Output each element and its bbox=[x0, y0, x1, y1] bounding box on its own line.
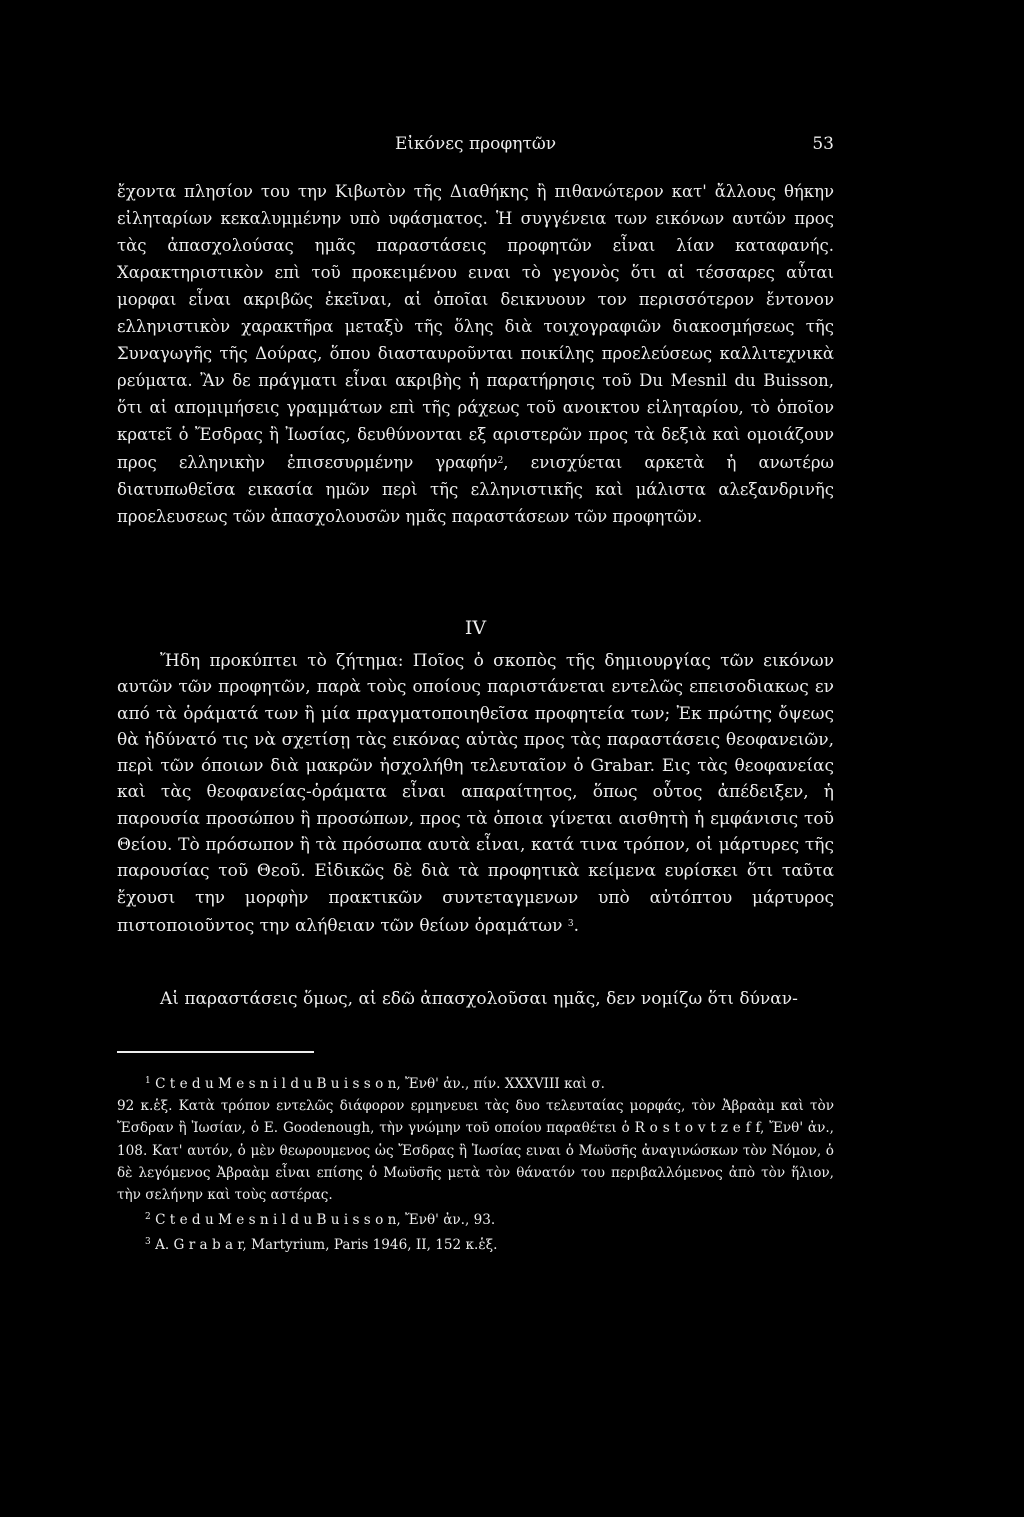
paragraph-3 bbox=[117, 986, 834, 1012]
footnote-1 bbox=[145, 1070, 834, 1095]
paragraph-2 bbox=[117, 648, 834, 939]
paragraph-1 bbox=[117, 178, 834, 530]
paragraph-3-text: Αἱ παραστάσεις ὅμως, αἱ εδῶ ἀπασχολοῦσαι ημᾶς, δεν νομίζω ὅτι δύναν- bbox=[160, 989, 798, 1009]
page-number: 53 bbox=[812, 134, 834, 154]
paragraph-2-end: . bbox=[573, 915, 580, 936]
footnote-2 bbox=[145, 1206, 834, 1231]
footnote-3-text: A. G r a b a r, Martyrium, Paris 1946, II, 152 κ.ἑξ. bbox=[155, 1237, 498, 1254]
footnote-2-mark: 2 bbox=[145, 1212, 151, 1223]
footnote-2-text: C t e d u M e s n i l d u B u i s s o n, Ἔνθ' ἀν., 93. bbox=[155, 1212, 496, 1229]
page-header bbox=[117, 130, 834, 158]
paragraph-2-text: Ἤδη προκύπτει τὸ ζήτημα: Ποῖος ὁ σκοπὸς τῆς δημιουργίας τῶν εικόνων αυτῶν τῶν προφητῶν, παρὰ τοὺς οποίους παριστάνεται εντελῶς επεισοδιακως εν από τὰ ὁράματά των ἢ μία πραγματοποιηθεῖσα προφητεία των; Ἐκ πρώτης ὄψεως θὰ ἠδύνατό τις νὰ σχετίσῃ τὰς εικόνας αὐτὰς προς τὰς παραστάσεις θεοφανειῶν, περὶ τῶν όποιων διὰ μακρῶν ἠσχολήθη τελευταῖον ὁ Grabar. Εις τὰς θεοφανείας καὶ τὰς θεοφανείας-ὁράματα εἶναι απαραίτητος, ὅπως οὗτος ἀπέδειξεν, ἡ παρουσία προσώπου ἢ προσώπων, προς τὰ ὁποια γίνεται αισθητὴ ἡ εμφάνισις τοῦ Θείου. Τὸ πρόσωπον ἢ τὰ πρόσωπα αυτὰ εἶναι, κατά τινα τρόπον, οἱ μάρτυρες τῆς παρουσίας τοῦ Θεοῦ. Εἰδικῶς δὲ διὰ τὰ προφητικὰ κείμενα ευρίσκει ὅτι ταῦτα ἔχουσι την μορφὴν πρακτικῶν συντεταγμενων υπὸ αὐτόπτου μάρτυρος πιστοποιοῦντος την αλήθειαν τῶν θείων ὁραμάτων bbox=[117, 651, 834, 936]
section-heading: IV bbox=[464, 617, 487, 639]
paragraph-1-end: , ενισχύεται αρκετὰ ἡ ανωτέρω διατυπωθεῖσα εικασία ημῶν περὶ τῆς ελληνιστικῆς καὶ μάλιστα αλεξανδρινῆς προελευσεως τῶν ἀπασχολουσῶν ημᾶς παραστάσεων τῶν προφητῶν. bbox=[117, 453, 835, 526]
footnote-3 bbox=[145, 1231, 834, 1256]
running-title: Εἰκόνες προφητῶν bbox=[394, 134, 557, 154]
footnote-ref-3: 3 bbox=[567, 918, 574, 929]
paragraph-1-text: ἔχοντα πλησίον του την Κιβωτὸν τῆς Διαθήκης ἢ πιθανώτερον κατ' ἄλλους θήκην εἰληταρίων κεκαλυμμένην υπὸ υφάσματος. Ἡ συγγένεια των εικόνων αυτῶν προς τὰς ἀπασχολούσας ημᾶς παραστάσεις προφητῶν εἶναι λίαν καταφανής. Χαρακτηριστικὸν επὶ τοῦ προκειμένου ειναι τὸ γεγονὸς ὅτι αἱ τέσσαρες αὗται μορφαι εἶναι ακριβῶς ἐκεῖναι, αἱ ὁποῖαι δεικνυουν τον περισσότερον ἔντονον ελληνιστικὸν χαρακτῆρα μεταξὺ τῆς ὅλης διὰ τοιχογραφιῶν διακοσμήσεως τῆς Συναγωγῆς τῆς Δούρας, ὅπου διασταυροῦνται ποικίλης προελεύσεως καλλιτεχνικὰ ρεύματα. Ἂν δε πράγματι εἶναι ακριβὴς ἡ παρατήρησις τοῦ Du Mesnil du Buisson, ὅτι αἱ απομιμήσεις γραμμάτων επὶ τῆς ράχεως τοῦ ανοικτου εἰληταρίου, τὸ ὁποῖον κρατεῖ ὁ Ἔσδρας ἢ Ἰωσίας, δευθύνονται εξ αριστερῶν προς τὰ δεξιὰ καὶ ομοιάζουν προς ελληνικὴν ἐπισεσυρμένην γραφήν bbox=[117, 182, 834, 472]
footnote-divider bbox=[117, 1051, 314, 1053]
footnote-1-continuation: 92 κ.ἑξ. Κατὰ τρόπον εντελῶς διάφορον ερμηνευει τὰς δυο τελευταίας μορφάς, τὸν Ἀβραὰμ καὶ τὸν Ἔσδραν ἢ Ἰωσίαν, ὁ E. Goodenough, τὴν γνώμην τοῦ οποίου παραθέτει ὁ R o s t o v t z e f f, Ἔνθ' ἀν., 108. Κατ' αυτόν, ὁ μὲν θεωρουμενος ὡς Ἔσδρας ἢ Ἰωσίας ειναι ὁ Μωϋσῆς ἀναγινώσκων τὸν Νόμον, ὁ δὲ λεγόμενος Ἀβραὰμ εἶναι επίσης ὁ Μωϋσῆς μετὰ τὸν θάνατόν του περιβαλλόμενος ἀπὸ τὸν ἥλιον, τὴν σελήνην καὶ τοὺς αστέρας. bbox=[117, 1098, 834, 1204]
footnote-3-mark: 3 bbox=[145, 1237, 151, 1248]
footnotes bbox=[117, 1070, 834, 1257]
footnote-1-mark: 1 bbox=[145, 1076, 151, 1086]
footnote-ref-2: 2 bbox=[497, 456, 504, 466]
footnote-1-text: C t e d u M e s n i l d u B u i s s o n, Ἔνθ' ἀν., πίν. XXXVIII καὶ σ. bbox=[155, 1076, 605, 1092]
